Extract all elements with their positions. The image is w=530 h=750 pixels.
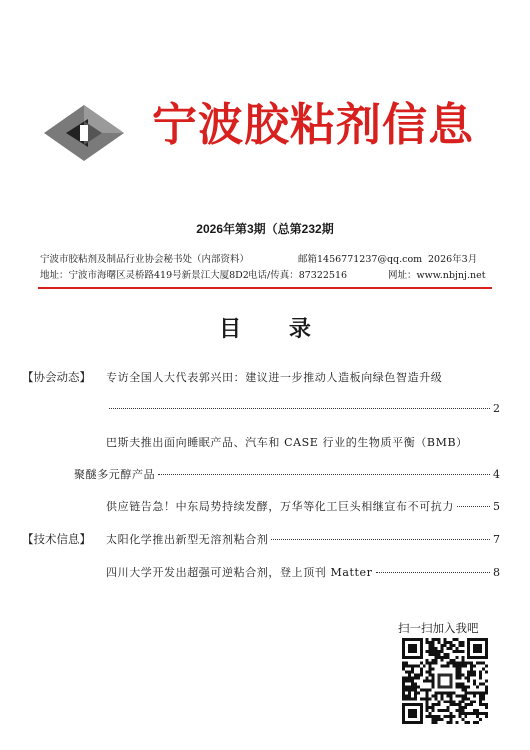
page-number: 2 (493, 402, 500, 415)
toc-entry-continuation: 聚醚多元醇产品 (74, 468, 156, 481)
masthead-title: 宁波胶粘剂信息 (152, 98, 475, 151)
issue-number: 2026年第3期（总第232期 (196, 222, 334, 236)
qr-code-icon[interactable] (402, 638, 488, 724)
toc-entry-text: 太阳化学推出新型无溶剂粘合剂 (106, 533, 269, 546)
date-text: 2026年3月 (428, 254, 478, 265)
toc-entry[interactable] (74, 466, 500, 482)
diamond-arrows-logo-icon (44, 105, 124, 161)
address-text: 地址：宁波市海曙区灵桥路419号新景江大厦8D2 (40, 270, 249, 281)
category-label: 【技术信息】 (22, 532, 91, 546)
page-number: 8 (493, 566, 500, 579)
page-number: 4 (493, 468, 500, 481)
toc-entry-text: 四川大学开发出超强可逆粘合剂，登上顶刊 Matter (106, 566, 373, 579)
toc-entry-text: 供应链告急！中东局势持续发酵，万华等化工巨头相继宣布不可抗力 (106, 500, 454, 513)
qr-caption: 扫一扫加入我吧 (398, 621, 479, 635)
toc-entry[interactable] (106, 531, 500, 547)
dot-leader (109, 408, 490, 409)
toc-entry[interactable] (106, 498, 500, 514)
category-label: 【协会动态】 (22, 370, 91, 384)
page-number: 7 (493, 533, 500, 546)
dot-leader (271, 539, 490, 540)
phone-text: 电话/传真：87322516 (248, 270, 348, 281)
header-divider (38, 287, 492, 289)
toc-entry-text[interactable]: 巴斯夫推出面向睡眠产品、汽车和 CASE 行业的生物质平衡（BMB） (106, 436, 468, 449)
toc-title: 目 录 (219, 316, 331, 342)
website-text: 网址：www.nbjnj.net (388, 270, 486, 281)
page-number: 5 (493, 500, 500, 513)
toc-entry-leader (106, 402, 500, 415)
publisher-text: 宁波市胶粘剂及制品行业协会秘书处（内部资料） (40, 254, 250, 265)
toc-entry-text[interactable]: 专访全国人大代表郭兴田：建议进一步推动人造板向绿色智造升级 (106, 371, 443, 384)
dot-leader (376, 572, 490, 573)
dot-leader (457, 506, 490, 507)
email-text: 邮箱1456771237@qq.com (298, 254, 423, 265)
dot-leader (158, 474, 490, 475)
toc-entry[interactable] (106, 564, 500, 580)
